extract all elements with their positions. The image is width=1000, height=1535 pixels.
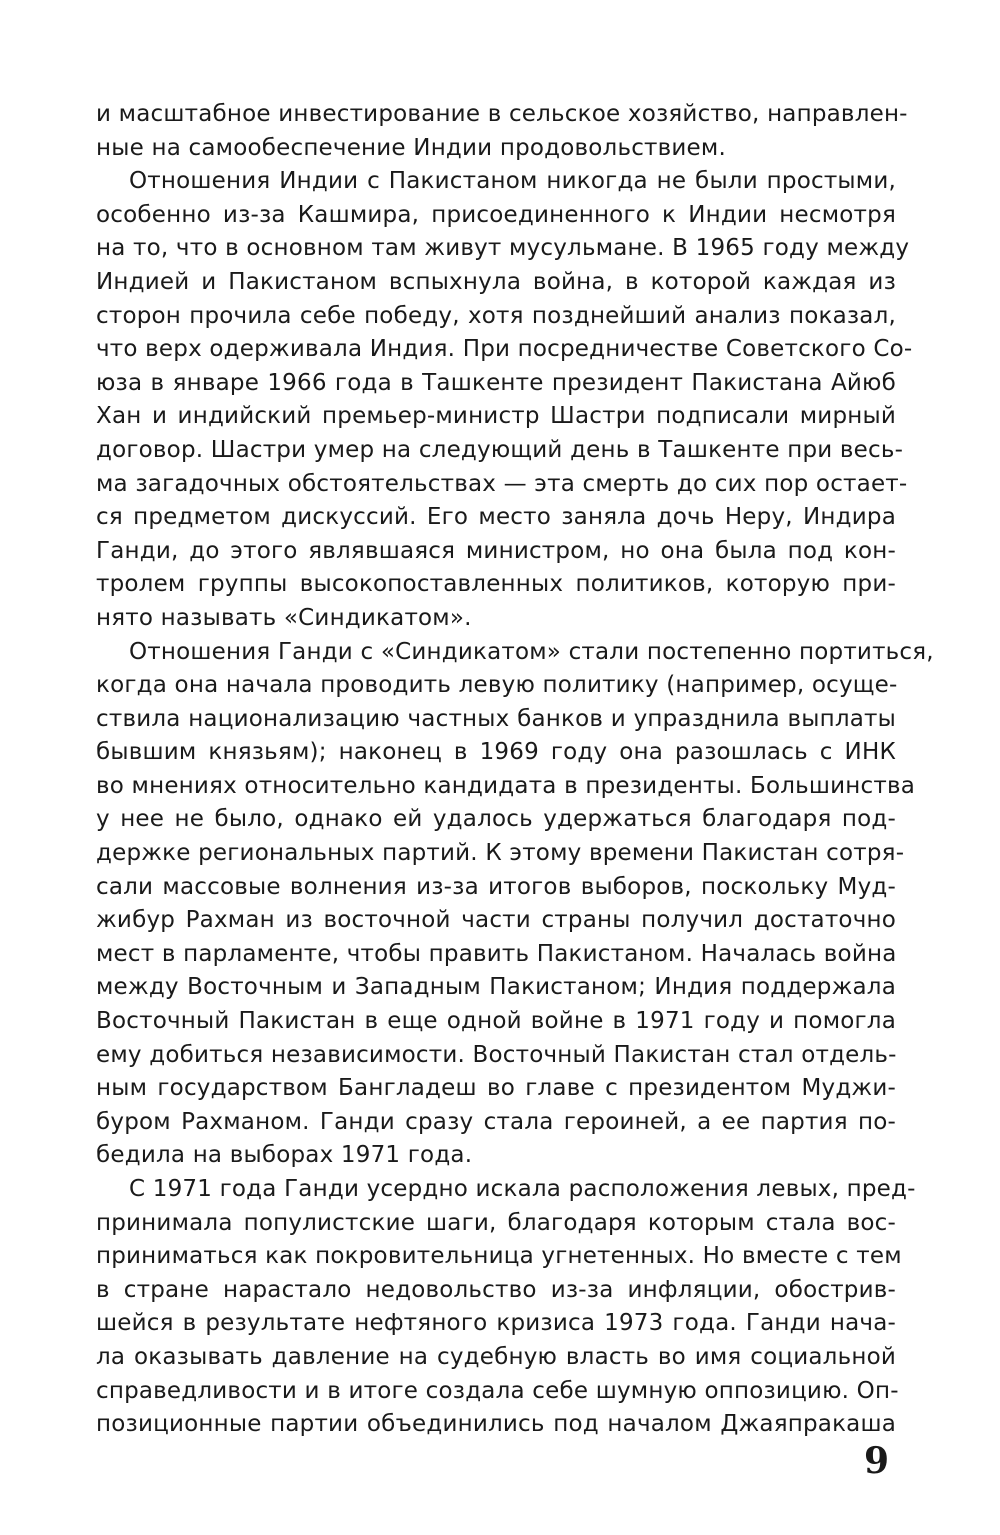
text-line: и масштабное инвестирование в сельское хозяйство, направлен- xyxy=(96,101,908,127)
paragraph-3 xyxy=(96,636,934,1174)
text-line: ма загадочных обстоятельствах — эта смерть до сих пор остает- xyxy=(96,470,908,497)
text-line: ему добиться независимости. Восточный Пакистан стал отдель- xyxy=(96,1041,897,1068)
text-line: ся предметом дискуссий. Его место заняла дочь Неру, Индира xyxy=(96,504,896,531)
text-line: между Восточным и Западным Пакистаном; Индия поддержала xyxy=(96,974,896,1001)
text-line: ствила национализацию частных банков и упразднила выплаты xyxy=(96,705,896,732)
text-line: особенно из-за Кашмира, присоединенного к Индии несмотря xyxy=(96,201,896,228)
text-line: ным государством Бангладеш во главе с президентом Муджи- xyxy=(96,1075,896,1102)
text-line: мест в парламенте, чтобы править Пакистаном. Началась война xyxy=(96,940,897,967)
text-line: нято называть «Синдикатом». xyxy=(96,604,472,631)
text-line: договор. Шастри умер на следующий день в Ташкенте при весь- xyxy=(96,436,904,463)
text-line: сторон прочила себе победу, хотя позднейший анализ показал, xyxy=(96,302,896,329)
text-line: держке региональных партий. К этому времени Пакистан сотря- xyxy=(96,840,905,867)
text-line: бывшим князьям); наконец в 1969 году она разошлась с ИНК xyxy=(96,739,896,766)
text-line: приниматься как покровительница угнетенных. Но вместе с тем xyxy=(96,1243,902,1270)
text-line: справедливости и в итоге создала себе шумную оппозицию. Оп- xyxy=(96,1377,899,1404)
text-line: тролем группы высокопоставленных политиков, которую при- xyxy=(96,571,896,598)
paragraph-2 xyxy=(96,165,913,635)
text-line: ла оказывать давление на судебную власть во имя социальной xyxy=(96,1343,896,1370)
text-line: на то, что в основном там живут мусульмане. В 1965 году между xyxy=(96,235,910,262)
paragraph-1 xyxy=(96,98,908,165)
text-line: в стране нарастало недовольство из-за инфляции, обострив- xyxy=(96,1276,896,1303)
text-line: сали массовые волнения из-за итогов выборов, поскольку Муд- xyxy=(96,873,896,900)
text-line: ные на самообеспечение Индии продовольствием. xyxy=(96,134,726,161)
page-number: 9 xyxy=(864,1440,890,1482)
text-line: позиционные партии объединились под началом Джаяпракаша xyxy=(96,1411,896,1438)
page-body xyxy=(96,98,934,1442)
text-line: Индией и Пакистаном вспыхнула война, в которой каждая из xyxy=(96,268,896,295)
text-line: Восточный Пакистан в еще одной войне в 1971 году и помогла xyxy=(96,1008,896,1035)
text-line: когда она начала проводить левую политику (например, осуще- xyxy=(96,672,898,699)
text-line: во мнениях относительно кандидата в президенты. Большинства xyxy=(96,772,916,799)
text-line: Отношения Индии с Пакистаном никогда не были простыми, xyxy=(129,168,896,195)
text-line: буром Рахманом. Ганди сразу стала героиней, а ее партия по- xyxy=(96,1108,896,1135)
text-line: С 1971 года Ганди усердно искала расположения левых, пред- xyxy=(129,1176,916,1202)
text-line: принимала популистские шаги, благодаря которым стала вос- xyxy=(96,1209,896,1236)
text-line: Отношения Ганди с «Синдикатом» стали постепенно портиться, xyxy=(129,638,934,665)
text-line: у нее не было, однако ей удалось удержаться благодаря под- xyxy=(96,806,896,833)
text-line: шейся в результате нефтяного кризиса 1973 года. Ганди нача- xyxy=(96,1310,896,1337)
paragraph-4 xyxy=(96,1173,916,1442)
text-line: бедила на выборах 1971 года. xyxy=(96,1142,473,1169)
text-line: жибур Рахман из восточной части страны получил достаточно xyxy=(96,907,896,934)
text-line: Хан и индийский премьер-министр Шастри подписали мирный xyxy=(96,403,896,430)
text-line: Ганди, до этого являвшаяся министром, но она была под кон- xyxy=(96,537,896,564)
text-line: что верх одерживала Индия. При посредничестве Советского Со- xyxy=(96,336,913,363)
text-line: юза в январе 1966 года в Ташкенте президент Пакистана Айюб xyxy=(96,369,896,396)
